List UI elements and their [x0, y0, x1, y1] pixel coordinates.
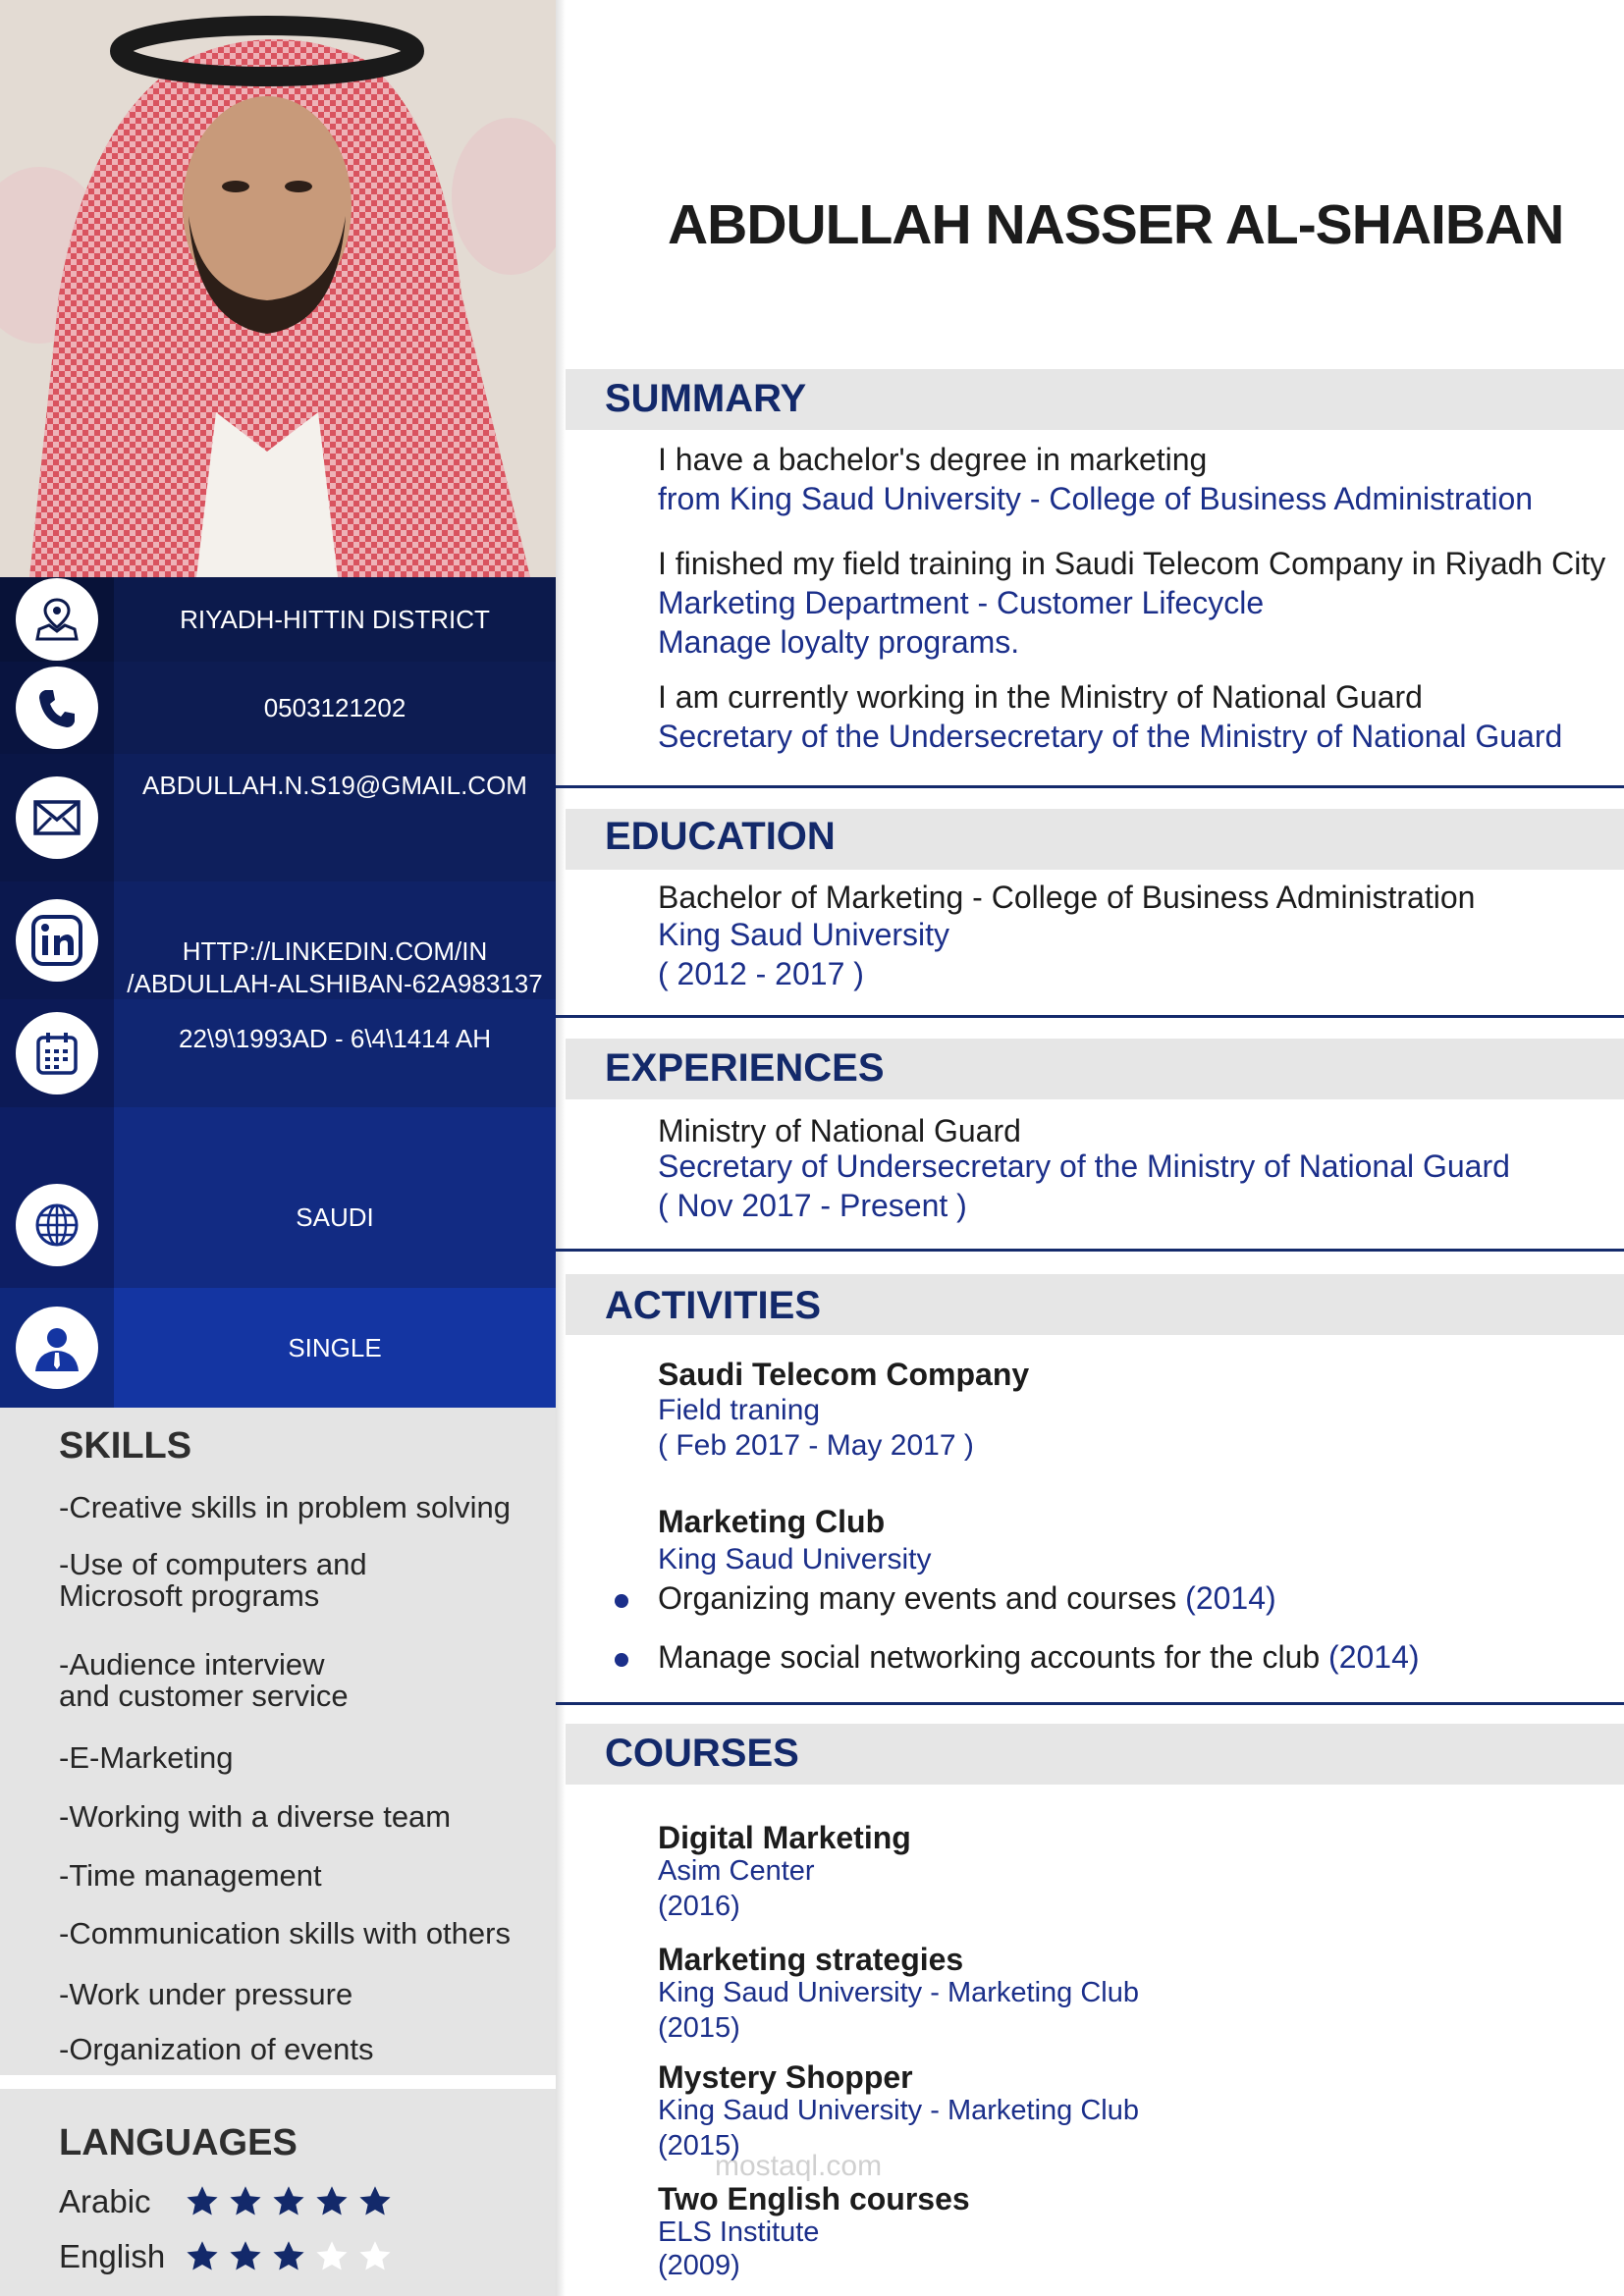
activity-bullet: [658, 1639, 1420, 1676]
activity-period: ( Feb 2017 - May 2017 ): [658, 1429, 974, 1462]
summary-line: I finished my field training in Saudi Telecom Company in Riyadh City: [658, 546, 1606, 581]
section-divider: [556, 1249, 1624, 1252]
bullet-year: (2014): [1328, 1639, 1420, 1675]
activities-heading: ACTIVITIES: [605, 1284, 822, 1327]
skill-item: -Working with a diverse team: [59, 1799, 452, 1834]
language-row: [59, 2183, 393, 2220]
summary-line: from King Saud University - College of Business Administration: [658, 481, 1534, 516]
address-text: RIYADH-HITTIN DISTRICT: [180, 604, 490, 634]
bullet-text: Manage social networking accounts for the club: [658, 1639, 1321, 1675]
profile-photo: [0, 0, 556, 577]
star-filled-icon: [357, 2184, 393, 2219]
star-empty-icon: [357, 2239, 393, 2274]
course-name: Marketing strategies: [658, 1942, 964, 1977]
summary-line: Secretary of the Undersecretary of the Ministry of National Guard: [658, 719, 1563, 754]
rating-stars: [185, 2184, 393, 2219]
courses-heading: COURSES: [605, 1732, 799, 1775]
bullet: [615, 1594, 628, 1608]
activity-place: King Saud University: [658, 1543, 932, 1575]
birthdate-text: 22\9\1993AD - 6\4\1414 AH: [178, 1024, 491, 1053]
bullet: [615, 1653, 628, 1667]
globe-icon: [16, 1184, 98, 1266]
course-place: King Saud University - Marketing Club: [658, 1977, 1139, 2008]
languages-heading: LANGUAGES: [59, 2122, 298, 2163]
skill-item: -Work under pressure: [59, 1977, 353, 2011]
course-year: (2015): [658, 2012, 740, 2044]
star-filled-icon: [314, 2184, 350, 2219]
calendar-icon: [16, 1012, 98, 1095]
contact-status: [0, 1288, 556, 1408]
contact-address: [0, 577, 556, 662]
star-filled-icon: [185, 2184, 220, 2219]
mail-icon: [16, 776, 98, 859]
map-icon: [16, 578, 98, 661]
star-filled-icon: [228, 2239, 263, 2274]
summary-line: I have a bachelor's degree in marketing: [658, 442, 1208, 477]
section-divider: [556, 785, 1624, 788]
phone-text: 0503121202: [263, 692, 406, 722]
activity-org: Marketing Club: [658, 1504, 886, 1539]
bullet-text: Organizing many events and courses: [658, 1580, 1177, 1616]
star-filled-icon: [228, 2184, 263, 2219]
skill-item: -Audience interview and customer service: [59, 1647, 349, 1713]
experience-period: ( Nov 2017 - Present ): [658, 1188, 967, 1223]
education-school: King Saud University: [658, 917, 950, 952]
star-filled-icon: [271, 2239, 306, 2274]
nationality-text: SAUDI: [296, 1202, 374, 1232]
star-empty-icon: [314, 2239, 350, 2274]
summary-line: I am currently working in the Ministry of National Guard: [658, 679, 1423, 715]
course-year: (2009): [658, 2250, 740, 2281]
education-degree: Bachelor of Marketing - College of Business Administration: [658, 880, 1476, 915]
person-name: ABDULLAH NASSER AL-SHAIBAN: [668, 193, 1564, 256]
divider: [0, 2075, 556, 2089]
course-year: (2015): [658, 2130, 740, 2162]
skill-item: -Use of computers and Microsoft programs: [59, 1547, 367, 1613]
phone-icon: [16, 667, 98, 749]
skill-item: -Creative skills in problem solving: [59, 1490, 511, 1524]
linkedin-icon: [16, 899, 98, 982]
activity-bullet: [658, 1580, 1276, 1617]
language-row: [59, 2238, 393, 2275]
skill-item: -Communication skills with others: [59, 1916, 511, 1950]
contact-phone: [0, 662, 556, 754]
course-place: King Saud University - Marketing Club: [658, 2095, 1139, 2126]
skill-item: -E-Marketing: [59, 1740, 234, 1775]
contact-email: [0, 754, 556, 881]
status-text: SINGLE: [288, 1332, 382, 1362]
experiences-heading: EXPERIENCES: [605, 1046, 885, 1090]
activity-org: Saudi Telecom Company: [658, 1357, 1030, 1392]
course-name: Digital Marketing: [658, 1820, 911, 1855]
section-divider: [556, 1015, 1624, 1018]
experience-org: Ministry of National Guard: [658, 1113, 1021, 1148]
experience-role: Secretary of Undersecretary of the Ministry of National Guard: [658, 1148, 1510, 1184]
language-name: English: [59, 2238, 166, 2274]
sidebar: [0, 0, 556, 2296]
watermark: mostaql.com: [715, 2150, 883, 2182]
skills-heading: SKILLS: [59, 1425, 192, 1467]
education-years: ( 2012 - 2017 ): [658, 956, 864, 991]
rating-stars: [185, 2239, 393, 2274]
email-text: ABDULLAH.N.S19@GMAIL.COM: [142, 771, 527, 800]
skill-item: -Time management: [59, 1858, 322, 1893]
language-name: Arabic: [59, 2183, 151, 2219]
skill-item: -Organization of events: [59, 2032, 374, 2066]
summary-heading: SUMMARY: [605, 377, 807, 420]
contact-birthdate: [0, 999, 556, 1107]
person-icon: [16, 1307, 98, 1389]
activity-role: Field traning: [658, 1394, 821, 1426]
course-place: ELS Institute: [658, 2216, 820, 2248]
education-heading: EDUCATION: [605, 815, 836, 858]
column-shadow: [556, 0, 566, 2296]
star-filled-icon: [185, 2239, 220, 2274]
bullet-year: (2014): [1185, 1580, 1276, 1616]
linkedin-text: HTTP://LINKEDIN.COM/IN /ABDULLAH-ALSHIBAN-62A983137: [127, 936, 543, 998]
contact-nationality: [0, 1107, 556, 1288]
contact-linkedin: [0, 881, 556, 999]
course-year: (2016): [658, 1891, 740, 1922]
section-divider: [556, 1702, 1624, 1705]
star-filled-icon: [271, 2184, 306, 2219]
course-name: Two English courses: [658, 2181, 970, 2216]
summary-line: Marketing Department - Customer Lifecycle: [658, 585, 1265, 620]
summary-line: Manage loyalty programs.: [658, 624, 1020, 660]
course-name: Mystery Shopper: [658, 2059, 913, 2095]
course-place: Asim Center: [658, 1855, 815, 1887]
